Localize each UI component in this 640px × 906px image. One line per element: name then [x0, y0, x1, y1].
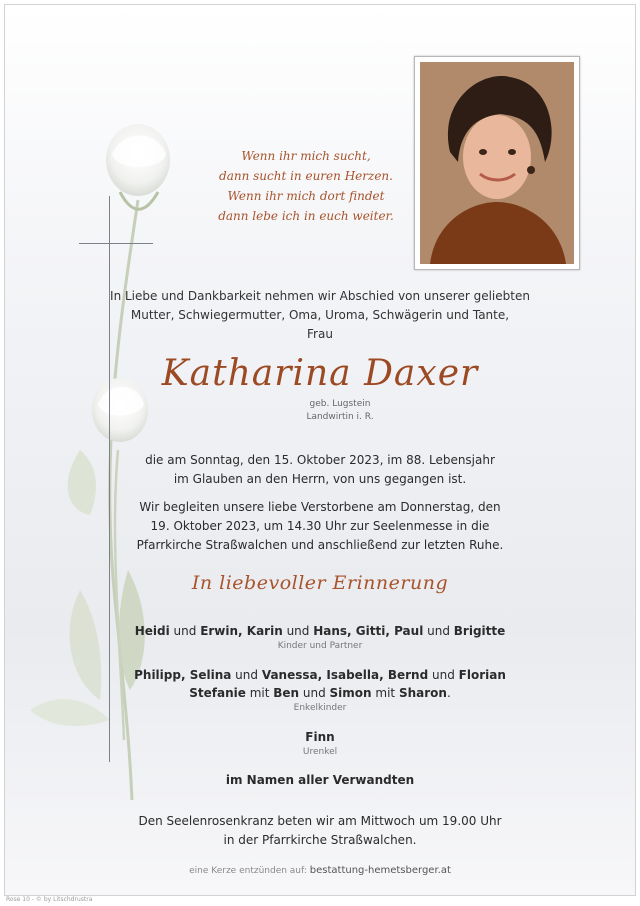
website-link[interactable]: bestattung-hemetsberger.at	[309, 865, 451, 876]
funeral-notice	[0, 498, 640, 555]
quote-line: Wenn ihr mich dort findet	[227, 189, 385, 203]
great-grandchildren-group	[0, 728, 640, 759]
grandchild-name: Vanessa, Isabella, Bernd	[261, 668, 429, 682]
occupation: Landwirtin i. R.	[306, 412, 374, 422]
children-group	[0, 622, 640, 653]
rosary-line: in der Pfarrkirche Straßwalchen.	[223, 833, 417, 847]
grandchild-name: Sharon	[398, 686, 447, 700]
memorial-quote	[196, 146, 416, 226]
deceased-details	[270, 398, 410, 424]
children-names	[0, 622, 640, 640]
intro-line: Frau	[307, 327, 333, 341]
child-name: Hans, Gitti, Paul	[313, 624, 424, 638]
footer	[0, 864, 640, 878]
connector: .	[446, 686, 451, 700]
intro-text	[0, 287, 640, 344]
rosary-line: Den Seelenrosenkranz beten wir am Mittwoch um 19.00 Uhr	[138, 814, 502, 828]
rosary-notice	[0, 812, 640, 850]
death-notice-line: die am Sonntag, den 15. Oktober 2023, im 88. Lebensjahr	[145, 453, 495, 467]
candle-text: eine Kerze entzünden auf:	[189, 866, 310, 876]
grandchild-name: Philipp, Selina	[134, 668, 232, 682]
connector: und	[169, 624, 201, 638]
grandchildren-names-line-2	[0, 684, 640, 702]
funeral-notice-line: Pfarrkirche Straßwalchen und anschließend zur letzten Ruhe.	[136, 538, 504, 552]
portrait-photo	[420, 62, 574, 264]
deceased-name: Katharina Daxer	[161, 353, 479, 394]
connector: und	[231, 668, 262, 682]
death-notice	[0, 451, 640, 489]
connector: mit	[245, 686, 274, 700]
intro-line: Mutter, Schwiegermutter, Oma, Uroma, Schwägerin und Tante,	[130, 308, 510, 322]
great-grandchildren-role: Urenkel	[302, 747, 338, 757]
memory-heading: In liebevoller Erinnerung	[191, 572, 449, 594]
quote-line: dann lebe ich in euch weiter.	[218, 209, 394, 223]
relatives-line: im Namen aller Verwandten	[225, 773, 415, 787]
child-name: Erwin, Karin	[200, 624, 283, 638]
connector: und	[282, 624, 314, 638]
child-name: Heidi	[134, 624, 170, 638]
connector: mit	[371, 686, 399, 700]
quote-line: Wenn ihr mich sucht,	[241, 149, 371, 163]
grandchildren-role: Enkelkinder	[293, 703, 347, 713]
death-notice-line: im Glauben an den Herrn, von uns gegangen ist.	[173, 472, 467, 486]
grandchild-name: Florian	[458, 668, 506, 682]
maiden-name: geb. Lugstein	[309, 399, 371, 409]
funeral-notice-line: Wir begleiten unsere liebe Verstorbene am Donnerstag, den	[139, 500, 501, 514]
connector: und	[299, 686, 330, 700]
funeral-notice-line: 19. Oktober 2023, um 14.30 Uhr zur Seelenmesse in die	[150, 519, 490, 533]
portrait-frame	[414, 56, 580, 270]
connector: und	[423, 624, 454, 638]
grandchild-name: Simon	[329, 686, 372, 700]
grandchildren-group	[0, 666, 640, 715]
connector: und	[428, 668, 459, 682]
great-grandchild-name: Finn	[305, 730, 335, 744]
grandchildren-names-line-1	[0, 666, 640, 684]
image-credit: Rose 10 - © by Litschdrustra	[6, 896, 93, 903]
intro-line: In Liebe und Dankbarkeit nehmen wir Abschied von unserer geliebten	[110, 289, 530, 303]
great-grandchild-names	[0, 728, 640, 746]
children-role: Kinder und Partner	[277, 641, 363, 651]
portrait-illustration	[420, 62, 574, 264]
grandchild-name: Stefanie	[189, 686, 246, 700]
child-name: Brigitte	[453, 624, 506, 638]
cross-horizontal-line	[79, 243, 153, 244]
grandchild-name: Ben	[273, 686, 300, 700]
quote-line: dann sucht in euren Herzen.	[219, 169, 393, 183]
